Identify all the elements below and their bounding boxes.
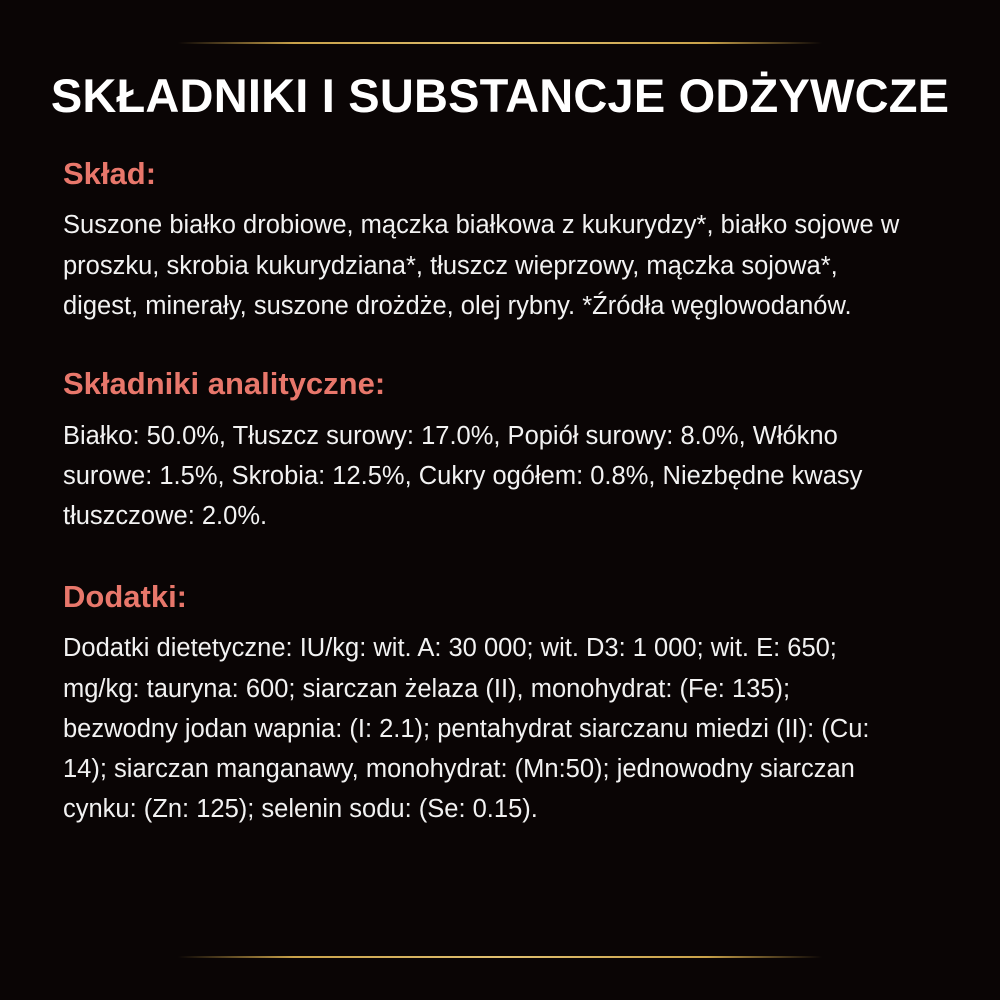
section-heading-additives: Dodatki: bbox=[63, 578, 187, 614]
section-composition bbox=[38, 156, 962, 326]
page-title: SKŁADNIKI I SUBSTANCJE ODŻYWCZE bbox=[50, 69, 950, 122]
section-heading-analytical-constituents: Składniki analityczne: bbox=[63, 366, 386, 402]
section-body-analytical-constituents: Białko: 50.0%, Tłuszcz surowy: 17.0%, Popiół surowy: 8.0%, Włókno surowe: 1.5%, Skrobia: 12.5%, Cukry ogółem: 0.8%, Niezbędne kwasy tłuszczowe: 2.0%. bbox=[63, 421, 863, 531]
label-content bbox=[0, 70, 1000, 830]
bottom-divider-rule bbox=[178, 956, 822, 958]
section-additives bbox=[38, 579, 962, 830]
section-heading-composition: Skład: bbox=[63, 155, 157, 191]
section-body-additives: Dodatki dietetyczne: IU/kg: wit. A: 30 000; wit. D3: 1 000; wit. E: 650; mg/kg: tauryna: 600; siarczan żelaza (II), monohydrat: (Fe: 135); bezwodny jodan wapnia: (I: 2.1); pentahydrat siarczanu miedzi (II): (Cu: 14); siarczan manganawy, monohydrat: (Mn:50); jednowodny siarczan cynku: (Zn: 125); selenin sodu: (Se: 0.15). bbox=[63, 634, 870, 824]
section-body-composition: Suszone białko drobiowe, mączka białkowa z kukurydzy*, białko sojowe w proszku, skrobia kukurydziana*, tłuszcz wieprzowy, mączka sojowa*, digest, minerały, suszone drożdże, olej rybny. *Źródła węglowodanów. bbox=[63, 211, 900, 320]
top-divider-rule bbox=[178, 42, 822, 44]
section-analytical-constituents bbox=[38, 366, 962, 536]
